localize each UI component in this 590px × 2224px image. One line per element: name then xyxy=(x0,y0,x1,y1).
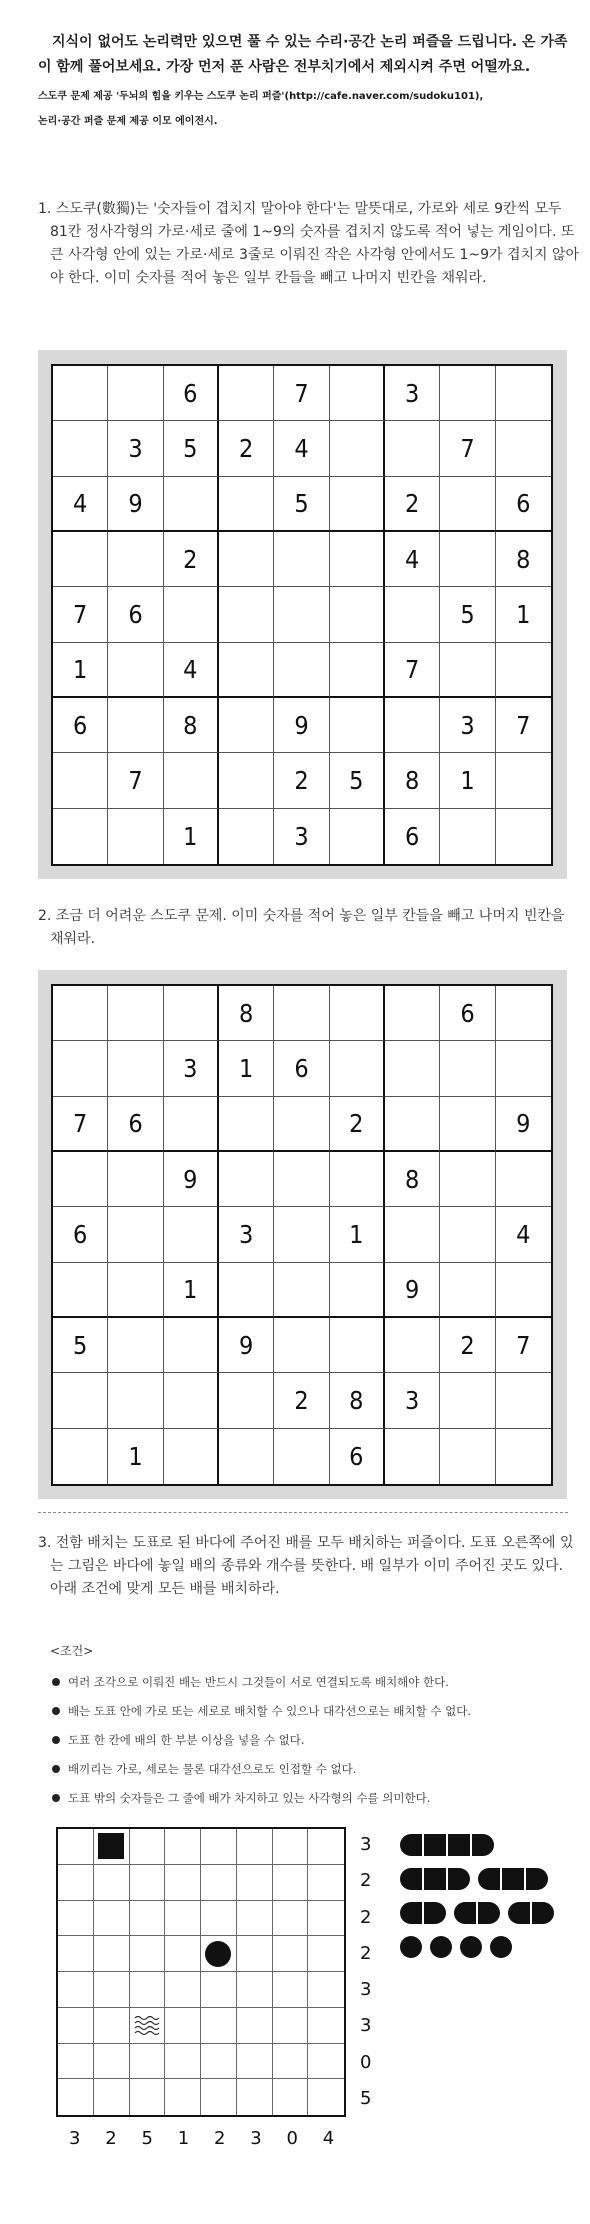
submarine-icon xyxy=(490,1936,512,1958)
sudoku-cell[interactable] xyxy=(108,1207,163,1262)
sudoku-cell[interactable] xyxy=(108,1152,163,1207)
battleship-cell[interactable] xyxy=(165,2008,201,2044)
battleship-cell[interactable] xyxy=(308,1829,344,1865)
battleship-cell[interactable] xyxy=(201,1829,237,1865)
sudoku-cell[interactable] xyxy=(496,753,551,808)
battleship-cell[interactable] xyxy=(130,1972,166,2008)
sudoku-cell[interactable] xyxy=(108,1373,163,1428)
sudoku-cell[interactable] xyxy=(440,809,495,864)
battleship-cell[interactable] xyxy=(201,1865,237,1901)
condition-item xyxy=(52,1726,572,1755)
column-clue: 0 xyxy=(286,2128,298,2149)
intro-source-line2: 논리·공간 퍼즐 문제 제공 이모 에이전시. xyxy=(38,116,218,127)
sudoku-cell[interactable]: 2 xyxy=(274,753,329,808)
sudoku-cell[interactable] xyxy=(108,366,163,421)
sudoku-cell[interactable]: 2 xyxy=(385,477,440,532)
column-clue: 3 xyxy=(250,2128,262,2149)
battleship-cell[interactable] xyxy=(237,1972,273,2008)
ship-3-icon xyxy=(400,1868,470,1890)
sudoku-cell[interactable] xyxy=(219,1263,274,1318)
battleship-cell[interactable] xyxy=(94,2008,130,2044)
battleship-cell[interactable] xyxy=(237,1901,273,1937)
sudoku-cell[interactable] xyxy=(330,587,385,642)
sudoku-cell[interactable] xyxy=(53,1041,108,1096)
battleship-cell[interactable] xyxy=(165,1829,201,1865)
sudoku-cell[interactable] xyxy=(496,1152,551,1207)
sudoku-cell[interactable]: 4 xyxy=(496,1207,551,1262)
sudoku-cell[interactable]: 6 xyxy=(53,1207,108,1262)
row-clue: 2 xyxy=(360,1906,372,1928)
battleship-cell[interactable] xyxy=(273,1865,309,1901)
sudoku-cell[interactable] xyxy=(53,809,108,864)
sudoku-cell[interactable]: 8 xyxy=(219,986,274,1041)
intro-source xyxy=(38,84,568,134)
question-2-text: 2. 조금 더 어려운 스도쿠 문제. 이미 숫자를 적어 놓은 일부 칸들을 빼고 나머지 빈칸을 채워라. xyxy=(38,908,565,947)
sudoku-cell[interactable] xyxy=(496,643,551,698)
sudoku-cell[interactable] xyxy=(164,986,219,1041)
sudoku-cell[interactable]: 3 xyxy=(219,1207,274,1262)
battleship-cell[interactable] xyxy=(237,1865,273,1901)
sudoku-cell[interactable]: 9 xyxy=(496,1097,551,1152)
battleship-cell[interactable] xyxy=(237,1829,273,1865)
sudoku-cell[interactable] xyxy=(108,698,163,753)
sudoku-cell[interactable] xyxy=(219,366,274,421)
sudoku-cell[interactable] xyxy=(330,366,385,421)
sudoku-cell[interactable]: 9 xyxy=(164,1152,219,1207)
row-clue: 3 xyxy=(360,1979,372,2000)
sudoku-cell[interactable] xyxy=(385,1207,440,1262)
battleship-cell[interactable] xyxy=(308,1936,344,1972)
column-clue: 3 xyxy=(69,2128,81,2149)
fleet-legend xyxy=(398,1830,578,1970)
battleship-cell[interactable] xyxy=(237,2044,273,2080)
sudoku-cell[interactable] xyxy=(440,532,495,587)
ship-3-icon xyxy=(478,1868,548,1890)
sudoku-cell[interactable] xyxy=(440,477,495,532)
sudoku-cell[interactable] xyxy=(274,1263,329,1318)
sudoku-cell[interactable] xyxy=(219,753,274,808)
sudoku-cell[interactable] xyxy=(53,421,108,476)
battleship-cell[interactable] xyxy=(308,1865,344,1901)
battleship-cell[interactable] xyxy=(237,2079,273,2115)
sudoku-cell[interactable] xyxy=(385,1097,440,1152)
battleship-cell[interactable] xyxy=(58,2044,94,2080)
battleship-cell[interactable] xyxy=(94,1829,130,1865)
sudoku-cell[interactable] xyxy=(219,1097,274,1152)
sudoku-cell[interactable] xyxy=(53,1263,108,1318)
sudoku-cell[interactable]: 6 xyxy=(330,1429,385,1484)
sudoku-cell[interactable] xyxy=(440,643,495,698)
condition-text: 배는 도표 안에 가로 또는 세로로 배치할 수 있으나 대각선으로는 배치할 수 없다. xyxy=(68,1704,472,1718)
sudoku-cell[interactable] xyxy=(53,1429,108,1484)
sudoku-cell[interactable] xyxy=(274,1152,329,1207)
sudoku-cell[interactable] xyxy=(164,1207,219,1262)
sudoku-cell[interactable]: 6 xyxy=(440,986,495,1041)
sudoku-cell[interactable] xyxy=(496,809,551,864)
sudoku-cell[interactable] xyxy=(274,1097,329,1152)
sudoku-cell[interactable] xyxy=(53,366,108,421)
sudoku-cell[interactable] xyxy=(164,1097,219,1152)
sudoku-cell[interactable] xyxy=(330,1318,385,1373)
row-clue: 0 xyxy=(360,2051,372,2073)
ship-4-icon xyxy=(400,1834,494,1856)
sudoku-cell[interactable]: 3 xyxy=(274,809,329,864)
sudoku-cell[interactable] xyxy=(108,809,163,864)
sudoku-cell[interactable] xyxy=(219,643,274,698)
bullet-icon xyxy=(52,1736,60,1744)
column-clue: 2 xyxy=(214,2128,226,2149)
sudoku-2-grid xyxy=(51,984,553,1486)
row-clue: 2 xyxy=(360,1870,372,1892)
condition-text: 배끼리는 가로, 세로는 물론 대각선으로도 인접할 수 없다. xyxy=(68,1762,357,1776)
sudoku-cell[interactable] xyxy=(108,1263,163,1318)
battleship-cell[interactable] xyxy=(94,2044,130,2080)
sudoku-cell[interactable] xyxy=(53,532,108,587)
battleship-cell[interactable] xyxy=(165,2044,201,2080)
sudoku-cell[interactable] xyxy=(440,1429,495,1484)
submarine-icon xyxy=(460,1936,482,1958)
battleship-cell[interactable] xyxy=(130,2079,166,2115)
sudoku-cell[interactable] xyxy=(274,532,329,587)
sudoku-cell[interactable]: 9 xyxy=(274,698,329,753)
sudoku-cell[interactable] xyxy=(385,698,440,753)
battleship-cell[interactable] xyxy=(165,1865,201,1901)
question-3-text: 3. 전함 배치는 도표로 된 바다에 주어진 배를 모두 배치하는 퍼즐이다. 도표 오른쪽에 있는 그림은 바다에 놓일 배의 종류와 개수를 뜻한다. 배 일부가 이미 주어진 곳도 있다. 아래 조건에 맞게 모든 배를 배치하라. xyxy=(38,1535,574,1597)
bullet-icon xyxy=(52,1678,60,1686)
sudoku-cell[interactable]: 7 xyxy=(108,753,163,808)
sudoku-cell[interactable] xyxy=(53,986,108,1041)
sudoku-cell[interactable]: 1 xyxy=(330,1207,385,1262)
sudoku-cell[interactable]: 6 xyxy=(53,698,108,753)
sudoku-cell[interactable] xyxy=(440,366,495,421)
battleship-cell[interactable] xyxy=(165,1972,201,2008)
sudoku-cell[interactable] xyxy=(108,643,163,698)
battleship-cell[interactable] xyxy=(165,2079,201,2115)
sudoku-cell[interactable]: 7 xyxy=(53,1097,108,1152)
column-clue: 5 xyxy=(141,2128,153,2149)
battleship-cell[interactable] xyxy=(273,2008,309,2044)
bullet-icon xyxy=(52,1794,60,1802)
battleship-cell[interactable] xyxy=(308,2044,344,2080)
battleship-cell[interactable] xyxy=(94,1972,130,2008)
sudoku-cell[interactable]: 5 xyxy=(53,1318,108,1373)
sudoku-cell[interactable]: 8 xyxy=(330,1373,385,1428)
sudoku-cell[interactable]: 6 xyxy=(108,1097,163,1152)
battleship-cell[interactable] xyxy=(273,1936,309,1972)
ship-segment-square-icon xyxy=(98,1833,124,1859)
battleship-cell[interactable] xyxy=(130,1901,166,1937)
sudoku-cell[interactable]: 5 xyxy=(274,477,329,532)
sudoku-cell[interactable]: 1 xyxy=(219,1041,274,1096)
sudoku-cell[interactable] xyxy=(53,1152,108,1207)
sudoku-cell[interactable] xyxy=(164,1429,219,1484)
battleship-grid xyxy=(56,1827,346,2117)
bullet-icon xyxy=(52,1707,60,1715)
sudoku-cell[interactable]: 3 xyxy=(440,698,495,753)
sudoku-cell[interactable]: 1 xyxy=(53,643,108,698)
battleship-cell[interactable] xyxy=(201,1936,237,1972)
sudoku-cell[interactable] xyxy=(330,698,385,753)
sudoku-cell[interactable]: 6 xyxy=(164,366,219,421)
battleship-cell[interactable] xyxy=(58,1901,94,1937)
sudoku-cell[interactable] xyxy=(108,1041,163,1096)
sudoku-cell[interactable]: 3 xyxy=(385,1373,440,1428)
battleship-cell[interactable] xyxy=(94,1865,130,1901)
sudoku-cell[interactable] xyxy=(274,986,329,1041)
sudoku-cell[interactable] xyxy=(330,643,385,698)
sudoku-cell[interactable] xyxy=(496,986,551,1041)
battleship-cell[interactable] xyxy=(130,1865,166,1901)
sudoku-cell[interactable] xyxy=(496,1429,551,1484)
sudoku-cell[interactable]: 4 xyxy=(164,643,219,698)
ship-2-icon xyxy=(508,1902,554,1924)
sudoku-cell[interactable] xyxy=(219,1429,274,1484)
sudoku-cell[interactable]: 1 xyxy=(440,753,495,808)
sudoku-cell[interactable] xyxy=(440,1152,495,1207)
sudoku-cell[interactable]: 3 xyxy=(385,366,440,421)
sudoku-cell[interactable]: 8 xyxy=(385,1152,440,1207)
sudoku-cell[interactable]: 6 xyxy=(274,1041,329,1096)
battleship-cell[interactable] xyxy=(58,1829,94,1865)
battleship-cell[interactable] xyxy=(273,1829,309,1865)
intro xyxy=(38,30,568,134)
row-clue: 3 xyxy=(360,2015,372,2037)
sudoku-cell[interactable] xyxy=(385,1318,440,1373)
battleship-cell[interactable] xyxy=(201,1901,237,1937)
sudoku-cell[interactable] xyxy=(164,1373,219,1428)
battleship-cell[interactable] xyxy=(130,1936,166,1972)
battleship-cell[interactable] xyxy=(273,2044,309,2080)
sudoku-cell[interactable]: 1 xyxy=(164,809,219,864)
intro-source-line1: 스도쿠 문제 제공 '두뇌의 힘을 키우는 스도쿠 논리 퍼즐'(http://cafe.naver.com/sudoku101), xyxy=(38,91,484,102)
sudoku-cell[interactable]: 9 xyxy=(219,1318,274,1373)
battleship-cell[interactable] xyxy=(94,1936,130,1972)
sudoku-1-grid xyxy=(51,364,553,866)
battleship-cell[interactable] xyxy=(273,1901,309,1937)
condition-item xyxy=(52,1755,572,1784)
sudoku-cell[interactable] xyxy=(164,1318,219,1373)
sudoku-cell[interactable] xyxy=(496,1041,551,1096)
sudoku-cell[interactable]: 9 xyxy=(108,477,163,532)
sudoku-cell[interactable] xyxy=(330,1041,385,1096)
sudoku-cell[interactable]: 9 xyxy=(385,1263,440,1318)
sudoku-cell[interactable] xyxy=(496,1373,551,1428)
ship-2-icon xyxy=(454,1902,500,1924)
sudoku-cell[interactable] xyxy=(385,587,440,642)
sudoku-cell[interactable] xyxy=(496,366,551,421)
sudoku-cell[interactable] xyxy=(53,1373,108,1428)
battleship-cell[interactable] xyxy=(237,2008,273,2044)
sudoku-cell[interactable] xyxy=(330,809,385,864)
row-clue: 5 xyxy=(360,2087,372,2109)
sudoku-cell[interactable] xyxy=(496,421,551,476)
column-clue: 1 xyxy=(177,2128,190,2149)
bullet-icon xyxy=(52,1765,60,1773)
battleship-cell[interactable] xyxy=(130,2044,166,2080)
sudoku-cell[interactable]: 1 xyxy=(496,587,551,642)
sudoku-cell[interactable]: 3 xyxy=(164,1041,219,1096)
sudoku-cell[interactable]: 2 xyxy=(440,1318,495,1373)
sudoku-cell[interactable] xyxy=(440,1263,495,1318)
sudoku-cell[interactable] xyxy=(108,532,163,587)
battleship-cell[interactable] xyxy=(273,1972,309,2008)
condition-text: 여러 조각으로 이뤄진 배는 반드시 그것들이 서로 연결되도록 배치해야 한다. xyxy=(68,1675,449,1689)
battleship-cell[interactable] xyxy=(308,1901,344,1937)
battleship-cell[interactable] xyxy=(94,1901,130,1937)
row-clue: 3 xyxy=(360,1834,372,1855)
sudoku-cell[interactable]: 5 xyxy=(440,587,495,642)
battleship-cell[interactable] xyxy=(308,1972,344,2008)
question-1-text: 1. 스도쿠(數獨)는 '숫자들이 겹치지 말아야 한다'는 말뜻대로, 가로와 세로 9칸씩 모두 81칸 정사각형의 가로·세로 줄에 1~9의 숫자를 겹치지 않도록 적어 넣는 게임이다. 또 큰 사각형 안에 있는 가로·세로 3줄로 이뤄진 작은 사각형 안에서도 1~9가 겹치지 않아야 한다. 이미 숫자를 적어 놓은 일부 칸들을 빼고 나머지 빈칸을 채워라. xyxy=(38,201,580,286)
sudoku-cell[interactable] xyxy=(274,643,329,698)
sudoku-cell[interactable] xyxy=(219,532,274,587)
sudoku-cell[interactable] xyxy=(164,587,219,642)
battleship-cell[interactable] xyxy=(201,1972,237,2008)
sudoku-cell[interactable]: 8 xyxy=(385,753,440,808)
water-wave-icon xyxy=(134,2014,160,2036)
battleship-cell[interactable] xyxy=(165,1936,201,1972)
sudoku-cell[interactable] xyxy=(164,477,219,532)
battleship-cell[interactable] xyxy=(165,1901,201,1937)
sudoku-cell[interactable] xyxy=(330,1263,385,1318)
battleship-cell[interactable] xyxy=(273,2079,309,2115)
sudoku-cell[interactable]: 4 xyxy=(385,532,440,587)
sudoku-cell[interactable] xyxy=(219,587,274,642)
sudoku-cell[interactable] xyxy=(385,986,440,1041)
battleship-cell[interactable] xyxy=(308,2008,344,2044)
sudoku-cell[interactable]: 6 xyxy=(108,587,163,642)
sudoku-cell[interactable] xyxy=(330,1152,385,1207)
sudoku-cell[interactable] xyxy=(53,753,108,808)
section-divider xyxy=(38,1512,568,1513)
sudoku-cell[interactable]: 8 xyxy=(496,532,551,587)
sudoku-cell[interactable] xyxy=(330,532,385,587)
sudoku-cell[interactable] xyxy=(330,986,385,1041)
battleship-cell[interactable] xyxy=(308,2079,344,2115)
sudoku-cell[interactable]: 7 xyxy=(274,366,329,421)
sudoku-cell[interactable]: 8 xyxy=(164,698,219,753)
sudoku-cell[interactable]: 6 xyxy=(385,809,440,864)
column-clue: 4 xyxy=(322,2128,335,2149)
sudoku-cell[interactable] xyxy=(219,698,274,753)
sudoku-cell[interactable] xyxy=(440,1207,495,1262)
sudoku-cell[interactable]: 7 xyxy=(385,643,440,698)
sudoku-cell[interactable] xyxy=(440,1041,495,1096)
conditions-title: <조건> xyxy=(50,1644,94,1658)
sudoku-cell[interactable] xyxy=(440,1097,495,1152)
sudoku-cell[interactable] xyxy=(385,1041,440,1096)
ship-submarine-circle-icon xyxy=(205,1941,231,1967)
intro-text: 지식이 없어도 논리력만 있으면 풀 수 있는 수리·공간 논리 퍼즐을 드립니다. 온 가족이 함께 풀어보세요. 가장 먼저 푼 사람은 전부치기에서 제외시켜 주면 어떨까요. xyxy=(38,34,568,75)
sudoku-cell[interactable] xyxy=(440,1373,495,1428)
sudoku-cell[interactable]: 3 xyxy=(108,421,163,476)
sudoku-cell[interactable]: 2 xyxy=(219,421,274,476)
sudoku-cell[interactable]: 7 xyxy=(440,421,495,476)
sudoku-cell[interactable] xyxy=(219,1152,274,1207)
sudoku-cell[interactable] xyxy=(385,1429,440,1484)
sudoku-cell[interactable] xyxy=(274,1429,329,1484)
sudoku-cell[interactable] xyxy=(219,1373,274,1428)
battleship-cell[interactable] xyxy=(58,2008,94,2044)
sudoku-cell[interactable] xyxy=(330,421,385,476)
sudoku-cell[interactable] xyxy=(496,1263,551,1318)
sudoku-cell[interactable] xyxy=(274,587,329,642)
battleship-cell[interactable] xyxy=(58,1972,94,2008)
sudoku-cell[interactable] xyxy=(164,753,219,808)
battleship-cell[interactable] xyxy=(201,2008,237,2044)
battleship-cell[interactable] xyxy=(201,2079,237,2115)
sudoku-cell[interactable]: 4 xyxy=(53,477,108,532)
sudoku-cell[interactable]: 7 xyxy=(53,587,108,642)
battleship-cell[interactable] xyxy=(58,2079,94,2115)
sudoku-cell[interactable]: 1 xyxy=(108,1429,163,1484)
battleship-cell[interactable] xyxy=(237,1936,273,1972)
row-clue: 2 xyxy=(360,1942,372,1964)
battleship-cell[interactable] xyxy=(201,2044,237,2080)
condition-text: 도표 밖의 숫자들은 그 줄에 배가 차지하고 있는 사각형의 수를 의미한다. xyxy=(68,1791,431,1805)
sudoku-cell[interactable] xyxy=(385,421,440,476)
condition-item xyxy=(52,1697,572,1726)
sudoku-cell[interactable]: 2 xyxy=(274,1373,329,1428)
sudoku-cell[interactable] xyxy=(330,477,385,532)
sudoku-cell[interactable]: 6 xyxy=(496,477,551,532)
sudoku-cell[interactable]: 4 xyxy=(274,421,329,476)
sudoku-cell[interactable]: 2 xyxy=(330,1097,385,1152)
sudoku-cell[interactable]: 7 xyxy=(496,698,551,753)
condition-text: 도표 한 칸에 배의 한 부분 이상을 넣을 수 없다. xyxy=(68,1733,305,1747)
sudoku-cell[interactable] xyxy=(219,809,274,864)
sudoku-cell[interactable]: 5 xyxy=(330,753,385,808)
conditions-list xyxy=(52,1668,572,1813)
sudoku-cell[interactable] xyxy=(108,986,163,1041)
submarine-icon xyxy=(400,1936,422,1958)
battleship-cell[interactable] xyxy=(58,1936,94,1972)
column-clue: 2 xyxy=(105,2128,117,2149)
battleship-cell[interactable] xyxy=(130,1829,166,1865)
battleship-cell[interactable] xyxy=(130,2008,166,2044)
sudoku-cell[interactable] xyxy=(219,477,274,532)
battleship-cell[interactable] xyxy=(58,1865,94,1901)
sudoku-cell[interactable]: 7 xyxy=(496,1318,551,1373)
sudoku-cell[interactable] xyxy=(274,1318,329,1373)
ship-2-icon xyxy=(400,1902,446,1924)
sudoku-cell[interactable]: 2 xyxy=(164,532,219,587)
condition-item xyxy=(52,1668,572,1697)
sudoku-cell[interactable]: 5 xyxy=(164,421,219,476)
battleship-cell[interactable] xyxy=(94,2079,130,2115)
sudoku-cell[interactable] xyxy=(274,1207,329,1262)
submarine-icon xyxy=(430,1936,452,1958)
condition-item xyxy=(52,1784,572,1813)
sudoku-cell[interactable]: 1 xyxy=(164,1263,219,1318)
sudoku-cell[interactable] xyxy=(108,1318,163,1373)
